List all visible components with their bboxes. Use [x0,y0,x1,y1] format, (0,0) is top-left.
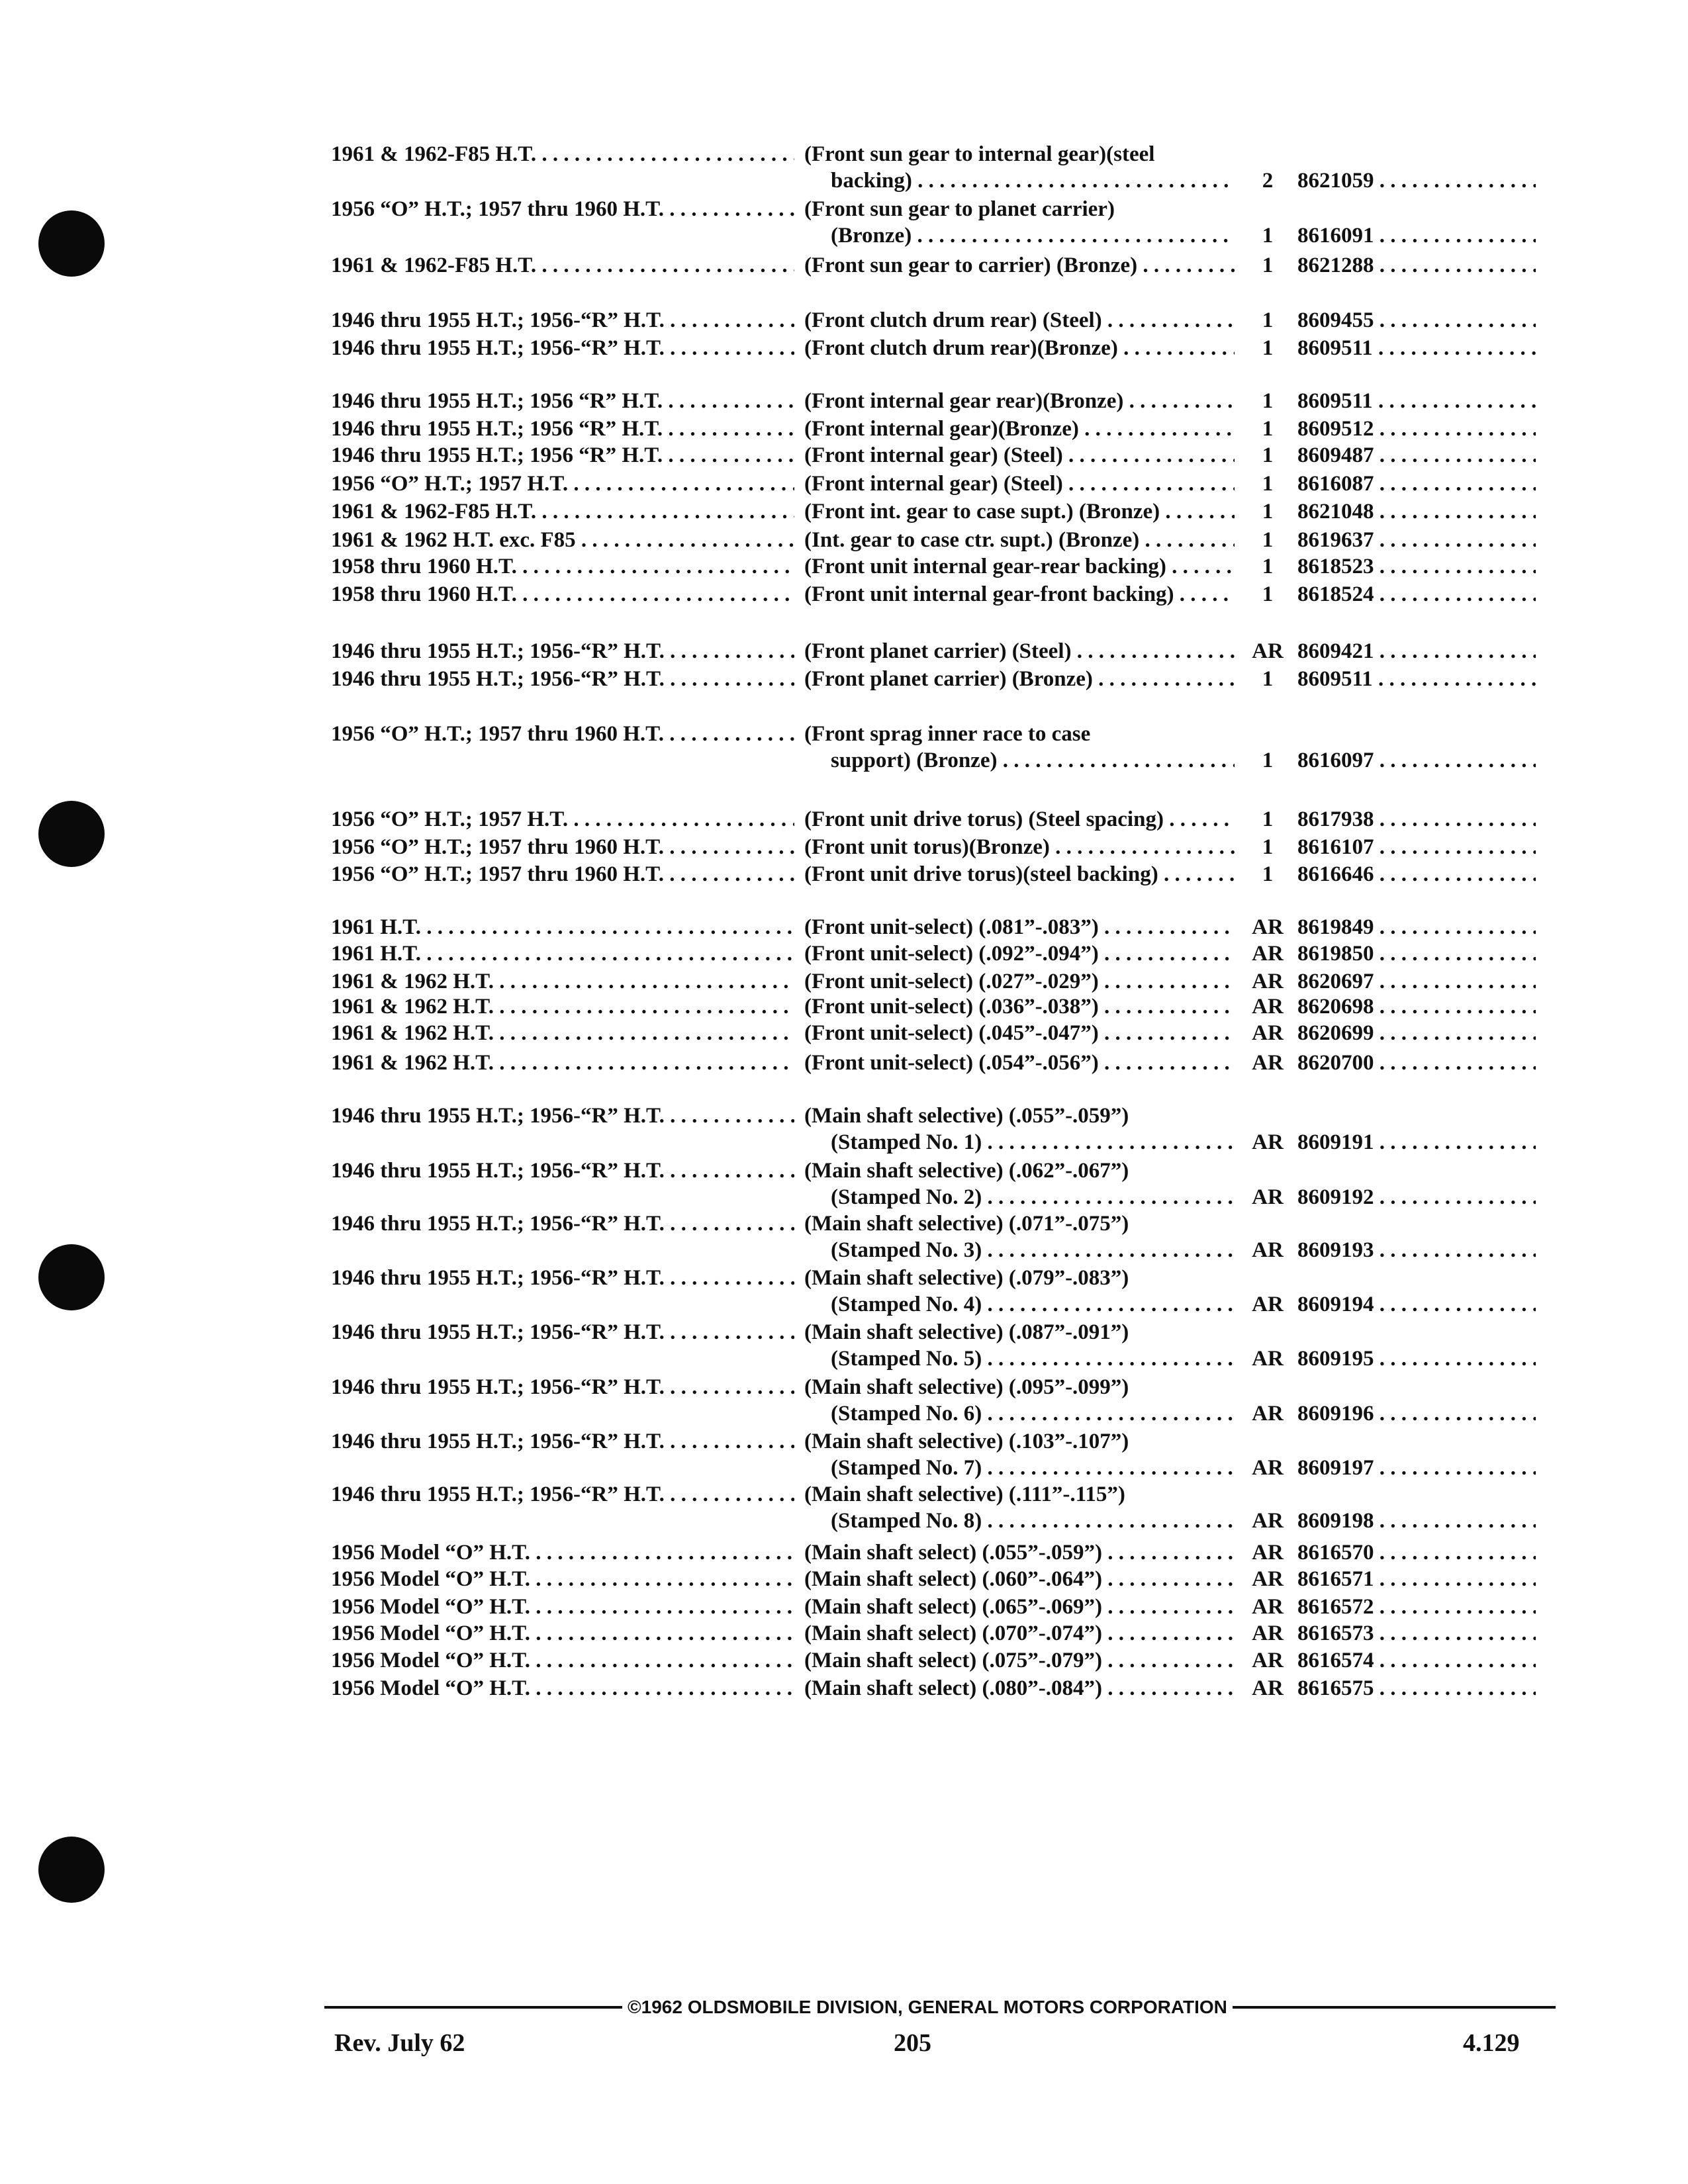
part-number: 8609512 . . . [1297,415,1536,443]
quantity: 1 [1262,807,1274,831]
quantity: AR [1252,915,1284,939]
quantity: 1 [1262,443,1274,467]
part-description-continued: (Stamped No. 8) . . . [831,1507,1235,1535]
quantity: AR [1252,1621,1284,1645]
quantity: 1 [1262,555,1274,578]
quantity: 1 [1262,253,1274,277]
part-number: 8609198 . . . [1297,1507,1536,1535]
model-application: 1946 thru 1955 H.T.; 1956-“R” H.T. . . . [331,1102,794,1130]
part-number: 8609195 . . . [1297,1345,1536,1373]
part-number: 8618524 . . . [1297,580,1536,608]
part-description: (Front internal gear)(Bronze) . . . [804,415,1235,443]
quantity: 2 [1262,169,1274,193]
binder-hole-4 [38,1837,105,1903]
model-application: 1946 thru 1955 H.T.; 1956-“R” H.T. . . . [331,1480,794,1508]
model-application: 1956 Model “O” H.T. . . . [331,1674,794,1702]
model-application: 1956 Model “O” H.T. . . . [331,1539,794,1567]
part-number: 8616574 . . . [1297,1647,1536,1674]
part-number: 8616571 . . . [1297,1565,1536,1593]
quantity: 1 [1262,582,1274,606]
quantity: AR [1252,1021,1284,1045]
model-application: 1946 thru 1955 H.T.; 1956-“R” H.T. . . . [331,1373,794,1401]
part-description: (Front sprag inner race to case [804,722,1091,746]
part-number: 8621059 . . . [1297,167,1536,195]
model-application: 1956 Model “O” H.T. . . . [331,1565,794,1593]
quantity: AR [1252,1347,1284,1371]
quantity: 1 [1262,500,1274,523]
quantity: AR [1252,1509,1284,1533]
part-description: (Main shaft selective) (.095”-.099”) [804,1375,1129,1399]
quantity: 1 [1262,835,1274,859]
part-number: 8620697 . . . [1297,968,1536,995]
model-application: 1956 “O” H.T.; 1957 H.T. . . . [331,470,794,498]
model-application: 1956 Model “O” H.T. . . . [331,1647,794,1674]
part-number: 8609191 . . . [1297,1128,1536,1156]
quantity: 1 [1262,667,1274,691]
part-number: 8620698 . . . [1297,993,1536,1021]
part-description: (Main shaft selective) (.055”-.059”) [804,1104,1129,1128]
part-description: (Front internal gear) (Steel) . . . [804,441,1235,469]
part-description: (Main shaft select) (.055”-.059”) . . . [804,1539,1235,1567]
part-description-continued: (Stamped No. 7) . . . [831,1454,1235,1482]
part-description: (Main shaft select) (.065”-.069”) . . . [804,1593,1235,1621]
part-number: 8616087 . . . [1297,470,1536,498]
part-number: 8619850 . . . [1297,940,1536,968]
part-number: 8620699 . . . [1297,1019,1536,1047]
part-number: 8609455 . . . [1297,306,1536,334]
model-application: 1946 thru 1955 H.T.; 1956-“R” H.T. . . . [331,637,794,665]
part-number: 8616107 . . . [1297,833,1536,861]
part-description-continued: (Bronze) . . . [831,222,1235,250]
part-description: (Front planet carrier) (Bronze) . . . [804,665,1235,693]
quantity: 1 [1262,862,1274,886]
part-number: 8617938 . . . [1297,805,1536,833]
model-application: 1946 thru 1955 H.T.; 1956-“R” H.T. . . . [331,1428,794,1455]
quantity: AR [1252,1051,1284,1075]
quantity: AR [1252,1130,1284,1154]
part-description: (Front unit-select) (.045”-.047”) . . . [804,1019,1235,1047]
quantity: AR [1252,995,1284,1019]
part-description-continued: (Stamped No. 5) . . . [831,1345,1235,1373]
part-description-continued: (Stamped No. 6) . . . [831,1400,1235,1428]
model-application: 1946 thru 1955 H.T.; 1956-“R” H.T. . . . [331,1318,794,1346]
model-application: 1946 thru 1955 H.T.; 1956-“R” H.T. . . . [331,334,794,362]
quantity: 1 [1262,224,1274,248]
quantity: 1 [1262,417,1274,441]
model-application: 1961 H.T. . . . [331,940,794,968]
part-number: 8618523 . . . [1297,553,1536,580]
model-application: 1956 “O” H.T.; 1957 thru 1960 H.T. . . . [331,195,794,223]
quantity: 1 [1262,472,1274,496]
part-description: (Main shaft selective) (.111”-.115”) [804,1482,1125,1506]
part-description: (Main shaft select) (.075”-.079”) . . . [804,1647,1235,1674]
model-application: 1961 & 1962-F85 H.T. . . . [331,251,794,279]
part-description: (Front unit-select) (.081”-.083”) . . . [804,913,1235,941]
model-application: 1961 & 1962 H.T. . . . [331,968,794,995]
quantity: AR [1252,1567,1284,1591]
model-application: 1946 thru 1955 H.T.; 1956-“R” H.T. . . . [331,665,794,693]
part-description: (Int. gear to case ctr. supt.) (Bronze) . . . [804,526,1235,554]
part-description-continued: (Stamped No. 3) . . . [831,1236,1235,1264]
part-description-continued: support) (Bronze) . . . [831,747,1235,774]
footer-copyright: ©1962 OLDSMOBILE DIVISION, GENERAL MOTORS CORPORATION [622,1995,1233,2020]
part-number: 8616575 . . . [1297,1674,1536,1702]
model-application: 1946 thru 1955 H.T.; 1956-“R” H.T. . . . [331,1157,794,1185]
part-description: (Main shaft selective) (.103”-.107”) [804,1430,1129,1453]
model-application: 1956 “O” H.T.; 1957 thru 1960 H.T. . . . [331,833,794,861]
part-number: 8609421 . . . [1297,637,1536,665]
quantity: AR [1252,1293,1284,1316]
quantity: 1 [1262,749,1274,772]
quantity: AR [1252,942,1284,966]
quantity: AR [1252,1541,1284,1565]
model-application: 1956 Model “O” H.T. . . . [331,1619,794,1647]
part-description: (Main shaft selective) (.071”-.075”) [804,1212,1129,1236]
part-number: 8609197 . . . [1297,1454,1536,1482]
model-application: 1946 thru 1955 H.T.; 1956-“R” H.T. . . . [331,1264,794,1292]
model-application: 1961 & 1962-F85 H.T. . . . [331,498,794,525]
model-application: 1961 & 1962 H.T. . . . [331,1049,794,1077]
part-description: (Main shaft select) (.080”-.084”) . . . [804,1674,1235,1702]
part-description: (Front internal gear rear)(Bronze) . . . [804,387,1235,415]
part-description-continued: (Stamped No. 4) . . . [831,1291,1235,1318]
part-description: (Front unit internal gear-front backing) . . . [804,580,1235,608]
part-description: (Front clutch drum rear)(Bronze) . . . [804,334,1235,362]
part-description: (Main shaft selective) (.062”-.067”) [804,1159,1129,1183]
part-number: 8616572 . . . [1297,1593,1536,1621]
quantity: AR [1252,1238,1284,1262]
part-number: 8609192 . . . [1297,1183,1536,1211]
model-application: 1961 & 1962 H.T. exc. F85 . . . [331,526,794,554]
part-number: 8616091 . . . [1297,222,1536,250]
part-description: (Main shaft selective) (.079”-.083”) [804,1266,1129,1290]
quantity: AR [1252,1649,1284,1672]
part-description: (Front unit torus)(Bronze) . . . [804,833,1235,861]
model-application: 1946 thru 1955 H.T.; 1956-“R” H.T. . . . [331,1210,794,1238]
part-number: 8619849 . . . [1297,913,1536,941]
quantity: 1 [1262,389,1274,413]
quantity: AR [1252,1595,1284,1619]
quantity: AR [1252,639,1284,663]
part-number: 8616646 . . . [1297,860,1536,888]
quantity: AR [1252,1185,1284,1209]
model-application: 1961 & 1962-F85 H.T. . . . [331,140,794,168]
part-description: (Front unit-select) (.036”-.038”) . . . [804,993,1235,1021]
part-number: 8616570 . . . [1297,1539,1536,1567]
part-description: (Front unit-select) (.054”-.056”) . . . [804,1049,1235,1077]
part-number: 8620700 . . . [1297,1049,1536,1077]
model-application: 1956 “O” H.T.; 1957 H.T. . . . [331,805,794,833]
part-description: (Front int. gear to case supt.) (Bronze) . . . [804,498,1235,525]
part-description: (Main shaft selective) (.087”-.091”) [804,1320,1129,1344]
part-description: (Front internal gear) (Steel) . . . [804,470,1235,498]
section-number: 4.129 [1463,2029,1520,2057]
part-number: 8616097 . . . [1297,747,1536,774]
model-application: 1946 thru 1955 H.T.; 1956 “R” H.T. . . . [331,441,794,469]
part-description: (Main shaft select) (.060”-.064”) . . . [804,1565,1235,1593]
part-number: 8609193 . . . [1297,1236,1536,1264]
part-description: (Front unit internal gear-rear backing) . . . [804,553,1235,580]
part-description: (Front clutch drum rear) (Steel) . . . [804,306,1235,334]
model-application: 1956 “O” H.T.; 1957 thru 1960 H.T. . . . [331,720,794,748]
part-description-continued: (Stamped No. 2) . . . [831,1183,1235,1211]
part-number: 8616573 . . . [1297,1619,1536,1647]
part-number: 8609194 . . . [1297,1291,1536,1318]
model-application: 1958 thru 1960 H.T. . . . [331,553,794,580]
part-description: (Front planet carrier) (Steel) . . . [804,637,1235,665]
part-number: 8619637 . . . [1297,526,1536,554]
part-description: (Front unit-select) (.092”-.094”) . . . [804,940,1235,968]
model-application: 1946 thru 1955 H.T.; 1956 “R” H.T. . . . [331,387,794,415]
part-number: 8609487 . . . [1297,441,1536,469]
model-application: 1946 thru 1955 H.T.; 1956-“R” H.T. . . . [331,306,794,334]
part-number: 8609196 . . . [1297,1400,1536,1428]
model-application: 1961 & 1962 H.T. . . . [331,1019,794,1047]
part-description: (Front unit drive torus) (Steel spacing) . . . [804,805,1235,833]
part-description: (Front unit drive torus)(steel backing) . . . [804,860,1235,888]
quantity: 1 [1262,308,1274,332]
revision-date: Rev. July 62 [334,2029,465,2057]
part-number: 8609511 . . . [1297,665,1536,693]
part-number: 8609511 . . . [1297,387,1536,415]
part-description-continued: backing) . . . [831,167,1235,195]
part-description: (Front sun gear to planet carrier) [804,197,1115,221]
model-application: 1956 “O” H.T.; 1957 thru 1960 H.T. . . . [331,860,794,888]
quantity: 1 [1262,528,1274,552]
model-application: 1961 & 1962 H.T. . . . [331,993,794,1021]
model-application: 1961 H.T. . . . [331,913,794,941]
quantity: AR [1252,1456,1284,1480]
part-description: (Front unit-select) (.027”-.029”) . . . [804,968,1235,995]
part-number: 8621288 . . . [1297,251,1536,279]
part-number: 8621048 . . . [1297,498,1536,525]
quantity: AR [1252,1402,1284,1426]
part-description-continued: (Stamped No. 1) . . . [831,1128,1235,1156]
page-number: 205 [894,2029,931,2057]
quantity: AR [1252,970,1284,993]
quantity: 1 [1262,336,1274,360]
model-application: 1958 thru 1960 H.T. . . . [331,580,794,608]
model-application: 1956 Model “O” H.T. . . . [331,1593,794,1621]
part-description: (Main shaft select) (.070”-.074”) . . . [804,1619,1235,1647]
part-description: (Front sun gear to internal gear)(steel [804,142,1155,166]
quantity: AR [1252,1676,1284,1700]
part-number: 8609511 . . . [1297,334,1536,362]
model-application: 1946 thru 1955 H.T.; 1956 “R” H.T. . . . [331,415,794,443]
part-description: (Front sun gear to carrier) (Bronze) . . . [804,251,1235,279]
